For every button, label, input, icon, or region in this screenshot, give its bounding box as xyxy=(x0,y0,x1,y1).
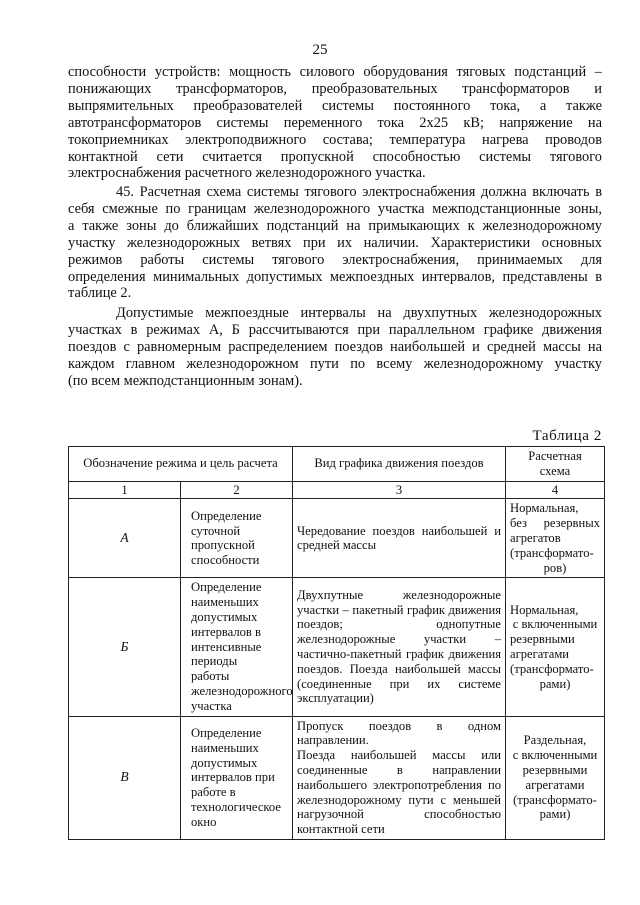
cell-line: нагрузочной способностью xyxy=(297,807,501,822)
cell-line: агрегатами xyxy=(510,646,570,661)
text-line: режимов работы системы тягового электроснабжения, принимаемых для xyxy=(68,251,602,268)
text-line: Допустимые межпоездные интервалы на двухпутных железнодорожных xyxy=(116,305,602,321)
text-line: 45. Расчетная схема системы тягового электроснабжения должна включать в xyxy=(116,184,602,200)
cell-line: железнодорожному пути с меньшей xyxy=(297,792,501,807)
mode-cell: А xyxy=(69,499,181,578)
schedule-cell xyxy=(293,716,506,839)
cell-line: Определение наименьших xyxy=(191,580,262,610)
purpose-cell xyxy=(181,716,293,839)
text-line: таблице 2. xyxy=(68,285,132,302)
cell-line: без резервных xyxy=(510,516,600,531)
page-number: 25 xyxy=(312,42,328,58)
cell-line: направлении. xyxy=(297,733,369,748)
scheme-cell xyxy=(506,499,605,578)
paragraph-3 xyxy=(68,305,602,390)
column-number-row xyxy=(69,481,605,499)
text-line: определения минимальных допустимых межпоездных интервалов, представлены в xyxy=(68,268,602,285)
cell-line: резервными xyxy=(522,762,588,777)
purpose-cell xyxy=(181,578,293,716)
cell-line: допустимых интервалов в xyxy=(191,609,261,639)
cell-line: Раздельная, xyxy=(523,733,587,748)
cell-line: поездов. Поезда наибольшей массы xyxy=(297,661,501,676)
modes-table xyxy=(68,446,605,840)
cell-line: (трансформато- xyxy=(513,792,597,807)
text-line: токоприемниках электроподвижного состава; температура нагрева проводов xyxy=(68,131,602,148)
table-row xyxy=(69,716,605,839)
cell-line: работы железнодорожного xyxy=(191,669,293,698)
scheme-cell xyxy=(506,578,605,716)
cell-line: рами) xyxy=(539,807,571,822)
column-number: 1 xyxy=(69,481,181,499)
text-line: способности устройств: мощность силового оборудования тяговых подстанций – xyxy=(68,64,602,80)
text-line: каждом главном железнодорожном пути по всему железнодорожному участку xyxy=(68,355,602,372)
cell-line: контактной сети xyxy=(297,822,385,837)
cell-line: агрегатами xyxy=(525,777,585,792)
cell-line: допустимых интервалов при xyxy=(191,755,275,785)
mode-cell: Б xyxy=(69,578,181,716)
text-line: а также зоны до ближайших подстанций на примыкающих к железнодорожному xyxy=(68,217,602,234)
text-line: (по всем межподстанционным зонам). xyxy=(68,372,303,389)
cell-line: эксплуатации) xyxy=(297,691,374,706)
cell-line: Двухпутные железнодорожные xyxy=(297,587,501,602)
text-line: выпрямительных преобразователей системы постоянного тока, а также xyxy=(68,97,602,114)
cell-line: резервными xyxy=(510,632,575,647)
cell-line: участки – пакетный график движения xyxy=(297,602,501,617)
cell-line: частично-пакетный график движения xyxy=(297,646,501,661)
text-line: участках в режимах А, Б рассчитываются при параллельном графике движения xyxy=(68,321,602,338)
text-line: поездов с равномерным распределением поездов наибольшей и средней массы на xyxy=(68,338,602,355)
cell-line: Определение наименьших xyxy=(191,725,262,755)
paragraph-1 xyxy=(68,64,602,182)
column-number: 3 xyxy=(293,481,506,499)
cell-line: Поезда наибольшей массы или xyxy=(297,748,501,763)
cell-line: Нормальная, xyxy=(510,602,579,617)
cell-line: ров) xyxy=(543,560,567,575)
cell-line: интенсивные периоды xyxy=(191,639,262,669)
cell-line: агрегатов xyxy=(510,530,561,545)
paragraph-2 xyxy=(68,184,602,302)
text-line: электроснабжения расчетного железнодорожного участка. xyxy=(68,165,426,182)
cell-line: (трансформато- xyxy=(510,661,594,676)
text-line: себя смежные по границам железнодорожного участка межподстанционные зоны, xyxy=(68,200,602,217)
header-schedule: Вид графика движения поездов xyxy=(293,447,506,482)
column-number: 4 xyxy=(506,481,605,499)
purpose-cell xyxy=(181,499,293,578)
cell-line: (трансформато- xyxy=(510,545,594,560)
cell-line: окно xyxy=(191,814,217,829)
text-line: понижающих трансформаторов, преобразовательных трансформаторов и xyxy=(68,80,602,97)
cell-line: пропускной способности xyxy=(191,538,260,568)
cell-line: с включенными xyxy=(512,617,598,632)
cell-line: Нормальная, xyxy=(510,501,579,516)
mode-cell: В xyxy=(69,716,181,839)
column-number: 2 xyxy=(181,481,293,499)
table-row xyxy=(69,578,605,716)
cell-line: рами) xyxy=(539,676,571,691)
header-mode-purpose: Обозначение режима и цель расчета xyxy=(69,447,293,482)
cell-line: Определение суточной xyxy=(191,508,262,538)
cell-line: работе в технологическое xyxy=(191,785,281,814)
cell-line: Пропуск поездов в одном xyxy=(297,718,501,733)
table-caption: Таблица 2 xyxy=(532,428,602,444)
cell-line: (соединенные при их системе xyxy=(297,676,501,691)
header-scheme-line: Расчетная xyxy=(528,449,582,463)
text-line: участку железнодорожных ветвях при их наличии. Характеристики основных xyxy=(68,234,602,251)
schedule-cell xyxy=(293,499,506,578)
cell-line: Чередование поездов наибольшей и xyxy=(297,523,501,538)
table-header-row xyxy=(69,447,605,482)
table-row xyxy=(69,499,605,578)
cell-line: средней массы xyxy=(297,538,377,553)
cell-line: участка xyxy=(191,698,232,713)
header-scheme xyxy=(506,447,605,482)
text-line: контактной сети считается пропускной способностью системы тягового xyxy=(68,148,602,165)
cell-line: железнодорожные участки – xyxy=(297,632,501,647)
cell-line: наибольшего электропотребления по xyxy=(297,777,501,792)
header-scheme-line: схема xyxy=(539,463,571,478)
scheme-cell xyxy=(506,716,605,839)
cell-line: соединенные в направлении xyxy=(297,762,501,777)
cell-line: поездов; однопутные xyxy=(297,617,501,632)
text-line: автотрансформаторов системы переменного тока 2х25 кВ; напряжение на xyxy=(68,114,602,131)
schedule-cell xyxy=(293,578,506,716)
cell-line: с включенными xyxy=(512,748,598,763)
